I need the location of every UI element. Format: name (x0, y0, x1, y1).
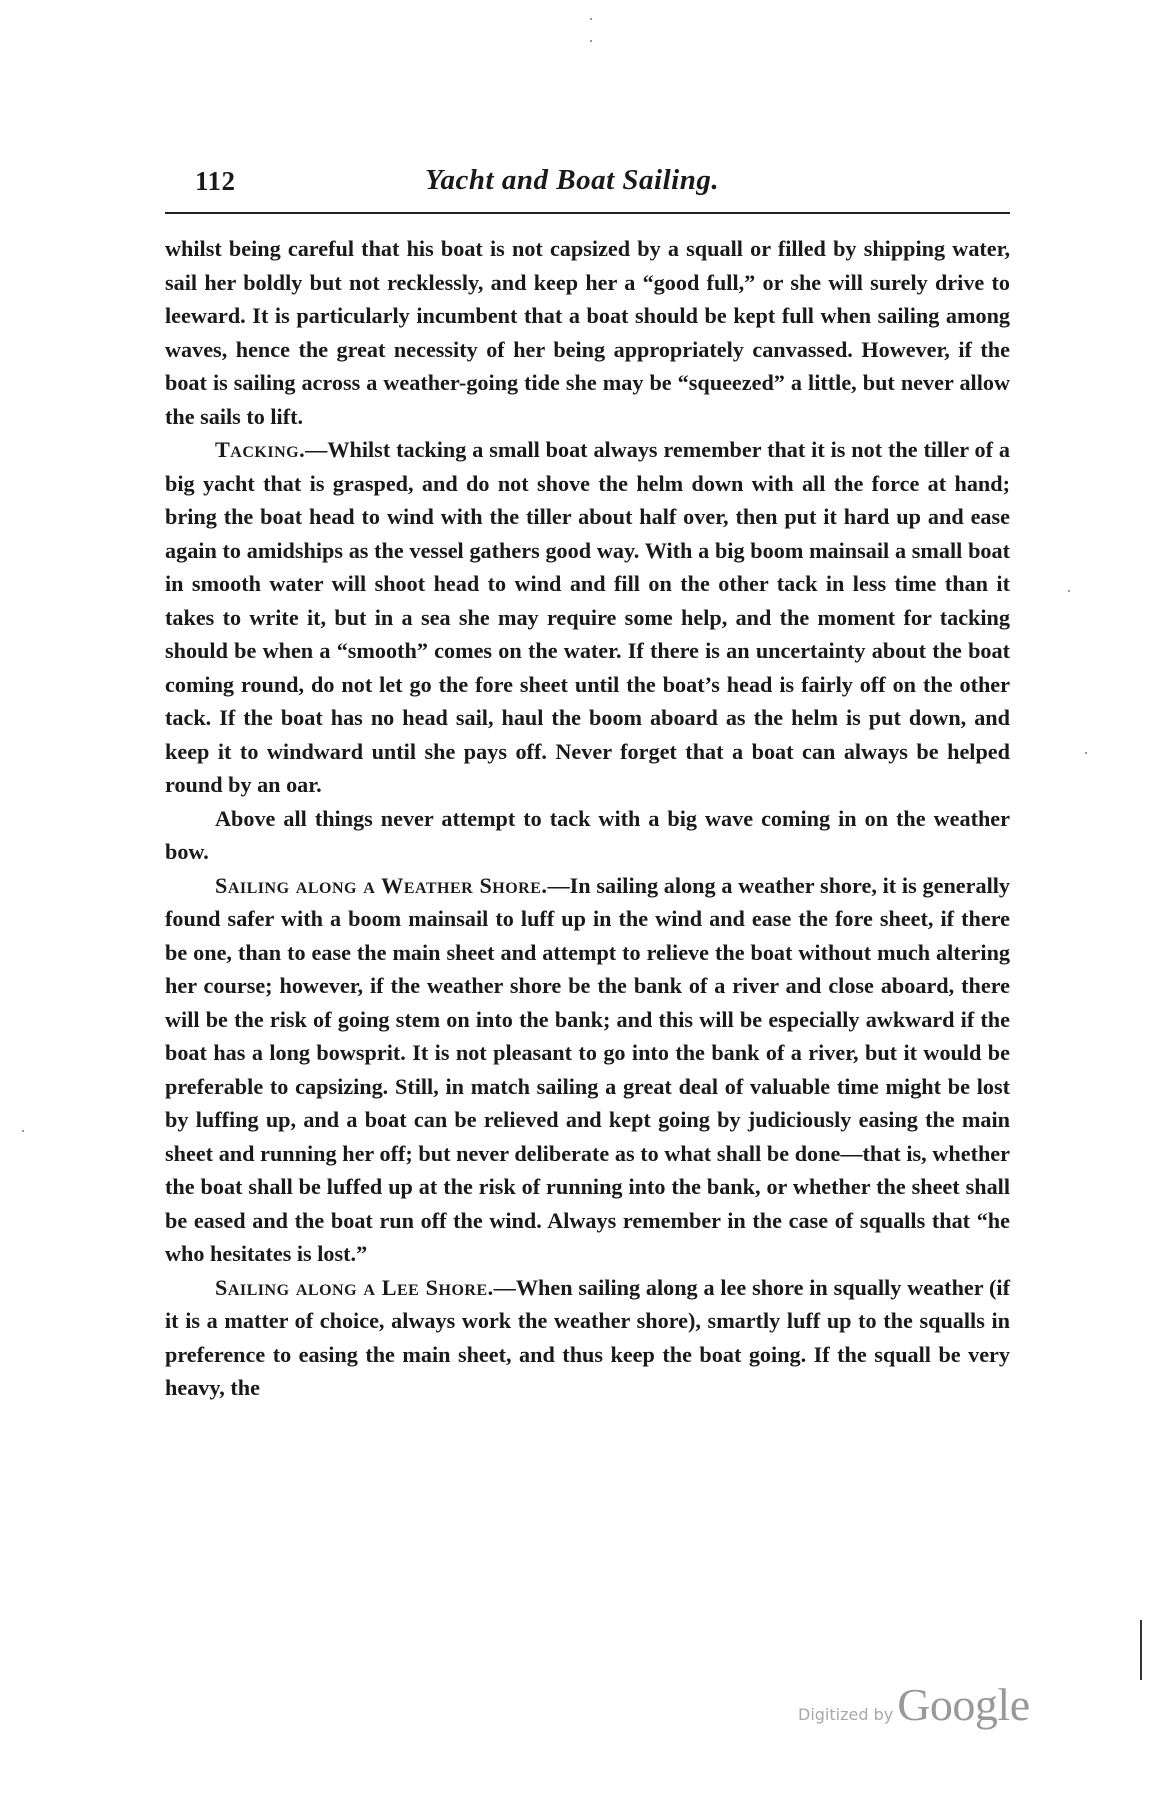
page-header (165, 160, 1010, 200)
body-text (165, 232, 1010, 1405)
scan-edge-line (1140, 1620, 1142, 1680)
scan-speck (590, 40, 592, 42)
watermark-prefix: Digitized by (798, 1705, 894, 1724)
paragraph-text: —Whilst tacking a small boat always remember that it is not the tiller of a big yacht that is grasped, and do not shove the helm down with all the force at hand; bring the boat head to wind with the tiller about half over, then put it hard up and ease again to amidships as the vessel gathers good way. With a big boom mainsail a small boat in smooth water will shoot head to wind and fill on the other tack in less time than it takes to write it, but in a sea she may require some help, and the moment for tacking should be when a “smooth” comes on the water. If there is an uncertainty about the boat coming round, do not let go the fore sheet until the boat’s head is fairly off on the other tack. If the boat has no head sail, haul the boom aboard as the helm is put down, and keep it to windward until she pays off. Never forget that a boat can always be helped round by an oar. (165, 437, 1010, 797)
section-heading-weather-shore: Sailing along a Weather Shore. (215, 872, 548, 898)
paragraph (165, 802, 1010, 869)
scan-speck (22, 1130, 24, 1132)
paragraph-text: whilst being careful that his boat is not capsized by a squall or filled by shipping water, sail her boldly but not recklessly, and keep her a “good full,” or she will surely drive to leeward. It is particularly incumbent that a boat should be kept full when sailing among waves, hence the great necessity of her being appropriately canvassed. However, if the boat is sailing across a weather-going tide she may be “squeezed” a little, but never allow the sails to lift. (165, 236, 1010, 429)
paragraph (165, 232, 1010, 433)
google-logo-text: Google (897, 1679, 1030, 1730)
paragraph-text: —In sailing along a weather shore, it is generally found safer with a boom mainsail to luff up in the wind and ease the fore sheet, if there be one, than to ease the main sheet and attempt to relieve the boat without much altering her course; however, if the weather shore be the bank of a river and close aboard, there will be the risk of going stem on into the bank; and this will be especially awkward if the boat has a long bowsprit. It is not pleasant to go into the bank of a river, but it would be preferable to capsizing. Still, in match sailing a great deal of valuable time might be lost by luffing up, and a boat can be relieved and kept going by judiciously easing the main sheet and running her off; but never deliberate as to what shall be done—that is, whether the boat shall be luffed up at the risk of running into the bank, or whether the sheet shall be eased and the boat run off the wind. Always remember in the case of squalls that “he who hesitates is lost.” (165, 872, 1010, 1266)
scan-speck (1068, 590, 1070, 592)
scan-speck (1085, 752, 1087, 754)
scan-speck (590, 18, 592, 20)
running-title: Yacht and Boat Sailing. (425, 164, 720, 196)
page-number: 112 (195, 166, 236, 196)
header-rule (165, 212, 1010, 214)
paragraph-lee-shore (165, 1271, 1010, 1405)
paragraph-text: —When sailing along a lee shore in squally weather (if it is a matter of choice, always work the weather shore), smartly luff up to the squalls in preference to easing the main sheet, and thus keep the boat going. If the squall be very heavy, the (165, 1274, 1010, 1400)
section-heading-tacking: Tacking. (215, 437, 306, 462)
paragraph-weather-shore (165, 869, 1010, 1271)
paragraph-text: Above all things never attempt to tack with a big wave coming in on the weather bow. (165, 805, 1010, 864)
paragraph-tacking (165, 433, 1010, 802)
section-heading-lee-shore: Sailing along a Lee Shore. (215, 1274, 494, 1300)
digitized-by-google-watermark (798, 1678, 1030, 1738)
